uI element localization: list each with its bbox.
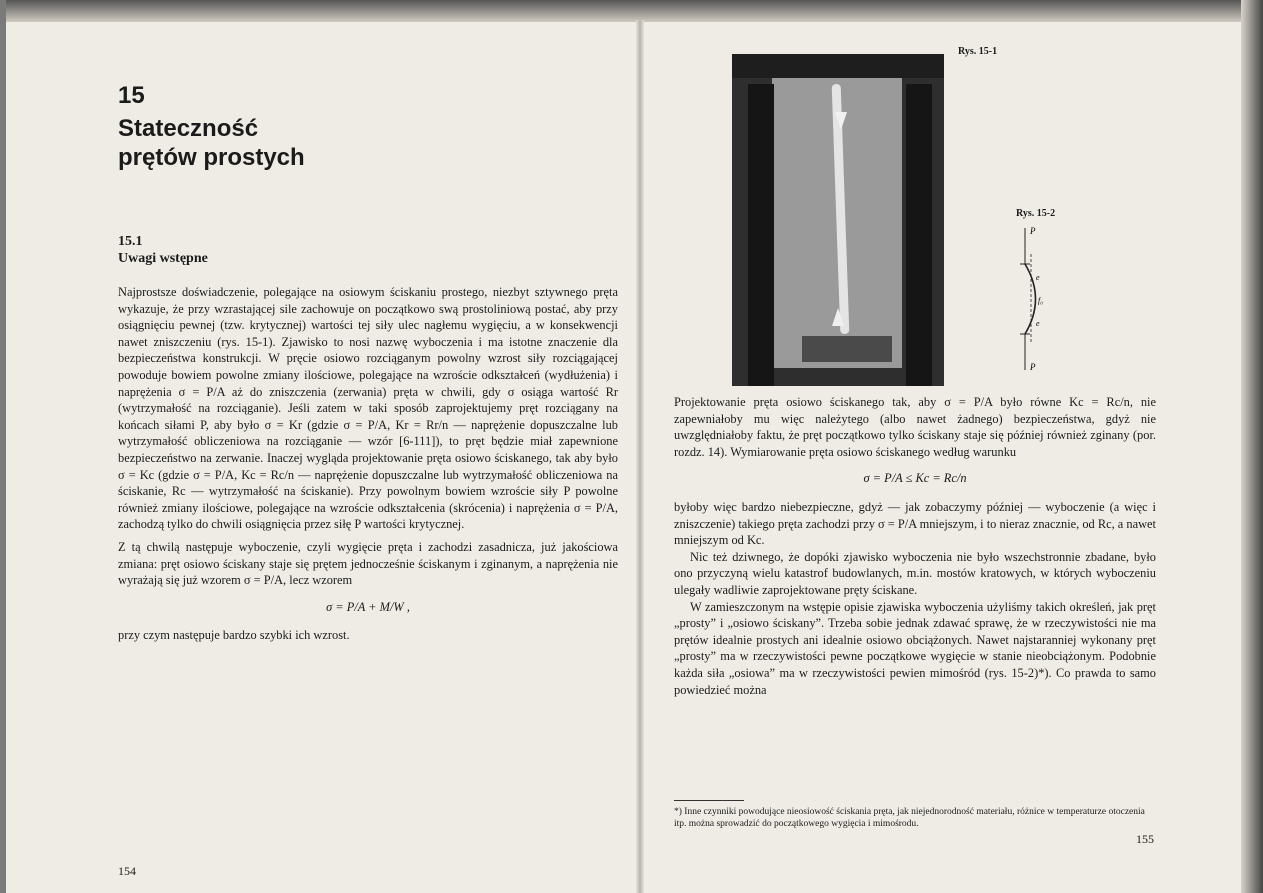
label-f0: f₀ [1038,296,1044,305]
photo-base [802,336,892,362]
paragraph: przy czym następuje bardzo szybki ich wzrost. [118,628,350,643]
paragraph: W zamieszczonym na wstępie opisie zjawiska wyboczenia użyliśmy takich określeń, jak pręt „prosty” i „osiowo ściskany”. Trzeba sobie jednak zdawać sprawę, że w rzeczywistości nie ma prętów idealnie prostych ani idealnie osiowo obciążonych. Nawet najstaranniej wykonany pręt „prosty” ma w rzeczywistości pewne początkowe wygięcie w stanie nieobciążonym. Podobnie każda siła „osiowa” ma w rzeczywistości pewien mimośród (rys. 15-2)*). Co prawda to samo powiedzieć można [674,599,1156,697]
arrow-up-icon [832,308,844,326]
book-gutter [636,20,644,893]
photo-press-beam [732,54,944,78]
paragraph: byłoby więc bardzo niebezpieczne, gdyż — jak zobaczymy później — wyboczenie (a więc i zniszczenie) takiego pręta zachodzi przy σ = P/A mniejszym, i to nieraz znacznie, od Rc, a nawet mniejszym od Kc. [674,499,1156,548]
footnote: *) Inne czynniki powodujące nieosiowość ściskania pręta, jak niejednorodność materiału, różnice w temperaturze otoczenia itp. można sprowadzić do początkowego wygięcia i mimośrodu. [674,807,1145,829]
chapter-title-line-1: Stateczność [118,115,259,142]
buckling-photo [732,54,944,386]
left-body-text [118,284,618,644]
stress-formula: σ = P/A + M/W , [326,599,410,614]
paragraph: Projektowanie pręta osiowo ściskanego tak, aby σ = P/A było równe Kc = Rc/n, nie zapewniałoby mu więc należytego (albo nawet żadnego) bezpieczeństwa, gdyż nie uwzględniałoby faktu, że pręt początkowo tylko ściskany staje się później również zginany (por. rozdz. 14). Wymiarowanie pręta osiowo ściskanego według warunku [674,395,1156,459]
chapter-title [118,114,418,172]
scan-top-shadow [0,0,1263,22]
arrow-down-icon [835,112,847,130]
design-condition-formula: σ = P/A ≤ Kc = Rc/n [863,471,967,486]
left-page [6,22,636,893]
section-number: 15.1 [118,234,143,249]
label-e-upper: e [1036,273,1040,282]
bent-bar [1025,264,1036,334]
photo-column-right [906,84,932,386]
footnote-divider [674,800,744,801]
right-body-text [674,394,1156,698]
page-number: 154 [118,864,136,878]
right-page [644,22,1241,893]
paragraph: Nic też dziwnego, że dopóki zjawisko wyboczenia nie było wszechstronnie zbadane, było ono przyczyną wielu katastrof budowlanych, m.in. mostów kratowych, w których wyboczeniu ulegały wadliwie zaprojektowane pręty ściskane. [674,549,1156,597]
section-title: Uwagi wstępne [118,251,208,266]
chapter-number: 15 [118,82,145,109]
page-number: 155 [1136,832,1154,846]
paragraph: Z tą chwilą następuje wyboczenie, czyli wygięcie pręta i zachodzi zasadnicza, już jakościowa zmiana: pręt osiowo ściskany staje się prętem jednocześnie ściskanym i zginanym, a naprężenia nie wyrażają się już wzorem σ = P/A, lecz wzorem [118,539,618,588]
scan-right-edge [1241,0,1263,893]
label-p-bottom: P [1030,362,1036,372]
figure-1-caption: Rys. 15-1 [958,46,998,57]
label-e-lower: e [1036,319,1040,328]
figure-2-caption: Rys. 15-2 [1016,208,1056,219]
eccentricity-diagram [1016,224,1056,374]
paragraph: Najprostsze doświadczenie, polegające na osiowym ściskaniu prostego, niezbyt sztywnego pręta wykazuje, że przy wzrastającej sile zachowuje on początkowo swą prostoliniową postać, aby przy osiągnięciu pewnej (tzw. krytycznej) wartości tej siły ulec nagłemu wygięciu, a w konsekwencji nawet zniszczeniu (rys. 15-1). Zjawisko to nosi nazwę wyboczenia i ma istotne znaczenie dla bezpieczeństwa konstrukcji. W pręcie osiowo rozciąganym powolny wzrost siły rozciągającej powoduje bowiem powolne zmiany ilościowe, polegające na wzroście odkształceń (wydłużenia) i naprężenia σ = P/A aż do zniszczenia (zerwania) pręta w chwili, gdy σ osiąga wartość Rr (wytrzymałość na rozciąganie). Jeśli zatem w taki sposób zaprojektujemy pręt rozciągany na końcach siłami P, aby było σ = Kr (gdzie σ = P/A, Kr = Rr/n — naprężenie dopuszczalne lub wytrzymałość obliczeniowa na rozciąganie — wzór [6-111]), to pręt będzie miał zapewnione bezpieczeństwo na zerwanie. Inaczej wygląda projektowanie pręta osiowo ściskanego, tak aby było σ = Kc (gdzie σ = P/A, Kc = Rc/n — naprężenie dopuszczalne lub wytrzymałość obliczeniowa na ściskanie, Rc — wytrzymałość na ściskanie). Przy powolnym bowiem wzroście siły P powolne również zmiany ilościowe, polegające na wzroście odkształcenia (skrócenia) i naprężenia σ = P/A, zachodzą tylko do chwili osiągnięcia przez siłę P wartości krytycznej. [118,285,618,532]
photo-column-left [748,84,774,386]
chapter-title-line-2: prętów prostych [118,144,305,171]
label-p-top: P [1030,226,1036,236]
